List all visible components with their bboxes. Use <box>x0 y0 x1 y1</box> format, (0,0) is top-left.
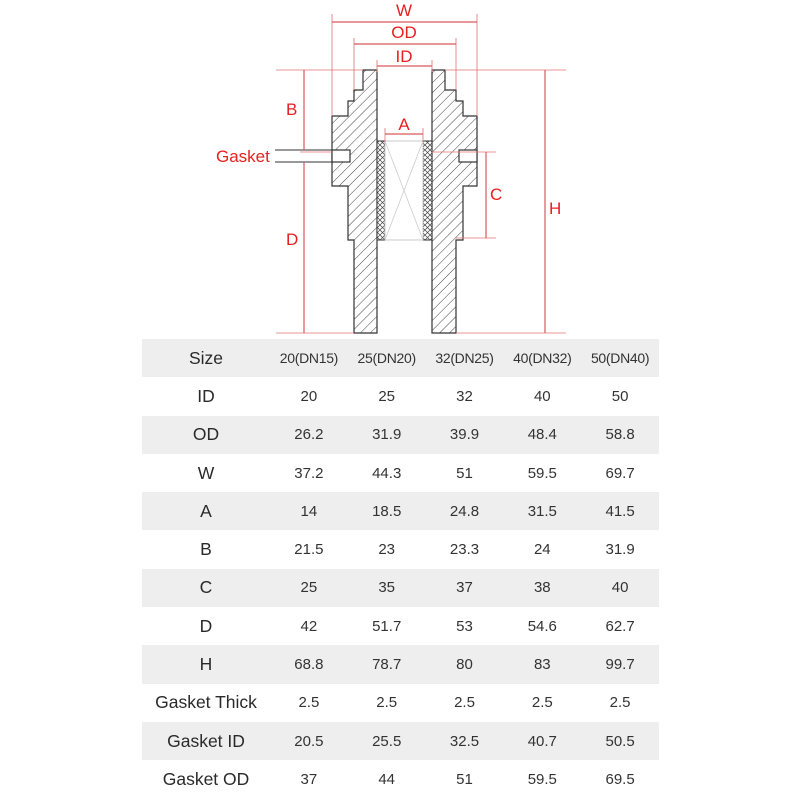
table-cell: 23 <box>378 541 396 559</box>
table-cell: 38 <box>533 579 551 597</box>
table-row <box>142 492 659 530</box>
table-cell: 83 <box>533 656 551 674</box>
table-cell: 69.7 <box>605 464 635 482</box>
table-cell: 21.5 <box>294 541 324 559</box>
left-gasket-slot <box>332 150 350 162</box>
table-cell: 37.2 <box>294 464 324 482</box>
table-cell: 40 <box>611 579 629 597</box>
label-w: W <box>395 1 413 20</box>
table-cell: 99.7 <box>605 656 635 674</box>
table-cell: 69.5 <box>605 770 635 788</box>
table-cell: 20.5 <box>294 732 324 750</box>
right-wall-section <box>432 70 477 333</box>
table-row <box>142 569 659 607</box>
table-cell: 25 <box>378 387 396 405</box>
table-cell: 50.5 <box>605 732 635 750</box>
table-cell: 18.5 <box>372 502 402 520</box>
table-cell: 39.9 <box>449 426 480 444</box>
table-cell: 51.7 <box>372 617 402 635</box>
table-cell: 2.5 <box>454 694 475 712</box>
row-label: W <box>197 462 215 483</box>
left-seal-strip <box>377 141 385 240</box>
header-column: 32(DN25) <box>435 350 494 367</box>
table-cell: 78.7 <box>372 656 402 674</box>
label-h: H <box>549 199 562 218</box>
table-header-row <box>142 339 659 377</box>
table-row <box>142 607 659 645</box>
table-cell: 20 <box>300 387 318 405</box>
table-row <box>142 722 659 760</box>
table-cell: 2.5 <box>609 694 631 712</box>
table-cell: 54.6 <box>527 617 557 635</box>
header-column: 50(DN40) <box>590 350 650 367</box>
table-cell: 32.5 <box>449 732 480 750</box>
fitting-cross-section-drawing <box>0 0 800 340</box>
row-label: ID <box>197 385 215 406</box>
table-row <box>142 377 659 415</box>
table-cell: 50 <box>611 387 629 405</box>
table-cell: 40 <box>533 387 551 405</box>
table-row <box>142 760 659 798</box>
table-cell: 2.5 <box>376 694 398 712</box>
row-label: Gasket Thick <box>155 692 257 713</box>
table-cell: 37 <box>300 770 318 788</box>
label-b: B <box>286 100 298 119</box>
table-cell: 44 <box>378 770 396 788</box>
row-label: D <box>199 615 213 636</box>
row-label: B <box>200 539 212 560</box>
label-a: A <box>398 115 410 134</box>
table-cell: 59.5 <box>527 464 557 482</box>
header-column: 40(DN32) <box>513 350 572 367</box>
table-cell: 25.5 <box>372 732 402 750</box>
header-column: 25(DN20) <box>357 350 416 367</box>
row-label: Gasket OD <box>162 768 250 789</box>
table-cell: 26.2 <box>294 426 324 444</box>
label-od: OD <box>391 23 417 42</box>
table-cell: 14 <box>300 502 318 520</box>
table-cell: 32 <box>456 387 473 405</box>
row-label: OD <box>192 424 220 445</box>
table-cell: 24 <box>533 541 551 559</box>
table-cell: 51 <box>456 464 473 482</box>
table-cell: 31.5 <box>527 502 557 520</box>
label-gasket: Gasket <box>216 147 270 166</box>
row-label: A <box>200 500 212 521</box>
label-id: ID <box>395 47 413 66</box>
table-cell: 37 <box>456 579 473 597</box>
table-cell: 41.5 <box>605 502 635 520</box>
row-label: Gasket ID <box>167 730 245 751</box>
header-column: 20(DN15) <box>279 350 339 367</box>
table-cell: 31.9 <box>605 541 635 559</box>
spec-table <box>142 339 659 799</box>
table-cell: 23.3 <box>449 541 480 559</box>
table-cell: 62.7 <box>605 617 635 635</box>
row-label: H <box>199 654 213 675</box>
table-cell: 53 <box>456 617 473 635</box>
table-row <box>142 454 659 492</box>
table-cell: 35 <box>378 579 396 597</box>
table-row <box>142 645 659 683</box>
right-seal-strip <box>423 141 432 240</box>
table-row <box>142 530 659 568</box>
table-cell: 59.5 <box>527 770 557 788</box>
table-cell: 48.4 <box>527 426 557 444</box>
left-wall-section <box>332 70 377 333</box>
table-body <box>142 377 659 798</box>
table-cell: 31.9 <box>372 426 402 444</box>
table-cell: 2.5 <box>298 694 320 712</box>
table-cell: 42 <box>300 617 318 635</box>
table-cell: 51 <box>456 770 473 788</box>
table-row <box>142 416 659 454</box>
table-cell: 25 <box>300 579 318 597</box>
table-cell: 2.5 <box>531 694 553 712</box>
row-label: C <box>199 577 213 598</box>
label-d: D <box>286 230 299 249</box>
table-row <box>142 684 659 722</box>
label-c: C <box>490 185 503 204</box>
table-cell: 44.3 <box>372 464 402 482</box>
table-cell: 24.8 <box>449 502 480 520</box>
table-cell: 80 <box>456 656 473 674</box>
table-cell: 68.8 <box>294 656 324 674</box>
table-cell: 40.7 <box>527 732 557 750</box>
table-cell: 58.8 <box>605 426 635 444</box>
header-size-label: Size <box>188 347 224 368</box>
